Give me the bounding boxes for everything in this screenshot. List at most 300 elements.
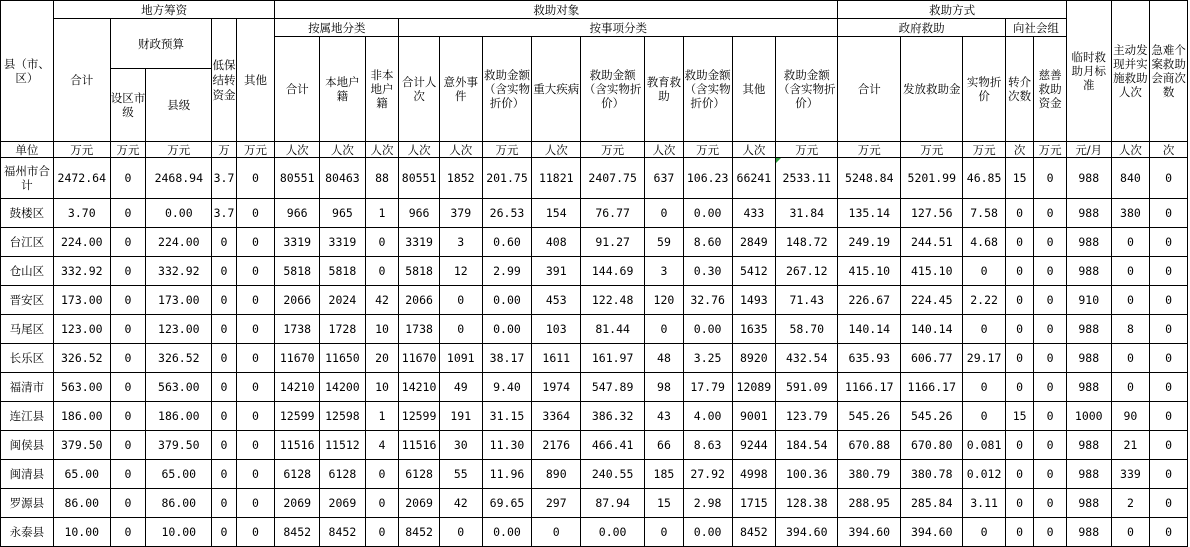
data-cell: 10 <box>365 315 399 344</box>
header-local-hh: 本地户籍 <box>320 37 366 142</box>
data-cell: 186.00 <box>146 402 212 431</box>
data-cell: 173.00 <box>146 286 212 315</box>
data-cell: 966 <box>399 199 440 228</box>
data-cell: 0 <box>1111 344 1150 373</box>
data-cell: 3.70 <box>53 199 110 228</box>
table-row <box>1 373 1188 402</box>
data-cell: 88 <box>365 158 399 199</box>
data-cell: 3.25 <box>683 344 732 373</box>
data-cell: 1738 <box>275 315 320 344</box>
data-cell: 249.19 <box>838 228 901 257</box>
data-cell: 988 <box>1066 489 1111 518</box>
data-cell: 3.7 <box>212 158 236 199</box>
data-cell: 2407.75 <box>581 158 645 199</box>
data-cell: 0 <box>1005 489 1033 518</box>
data-cell: 0 <box>1150 460 1188 489</box>
data-cell: 2 <box>1111 489 1150 518</box>
data-cell: 0 <box>365 489 399 518</box>
unit-cell: 万元 <box>683 142 732 158</box>
data-cell: 285.84 <box>901 489 963 518</box>
data-cell: 8.63 <box>683 431 732 460</box>
data-cell: 0 <box>1005 431 1033 460</box>
data-cell: 0 <box>110 257 146 286</box>
data-cell: 66 <box>645 431 684 460</box>
unit-cell: 人次 <box>399 142 440 158</box>
data-cell: 0 <box>110 489 146 518</box>
data-cell: 432.54 <box>776 344 838 373</box>
data-cell: 8.60 <box>683 228 732 257</box>
unit-cell: 人次 <box>320 142 366 158</box>
data-cell: 3.7 <box>212 199 236 228</box>
unit-cell: 人次 <box>439 142 482 158</box>
data-cell: 86.00 <box>146 489 212 518</box>
data-cell: 0 <box>212 431 236 460</box>
row-name: 闽清县 <box>1 460 54 489</box>
row-name: 晋安区 <box>1 286 54 315</box>
data-cell: 5201.99 <box>901 158 963 199</box>
data-cell: 5818 <box>399 257 440 286</box>
header-city-level: 设区市级 <box>110 69 146 142</box>
row-name: 永泰县 <box>1 518 54 547</box>
data-cell: 0 <box>1150 286 1188 315</box>
data-cell: 244.51 <box>901 228 963 257</box>
unit-cell: 次 <box>1150 142 1188 158</box>
data-cell: 408 <box>532 228 581 257</box>
data-cell: 11670 <box>399 344 440 373</box>
data-cell: 0 <box>1034 402 1067 431</box>
data-cell: 11.96 <box>482 460 532 489</box>
data-cell: 1493 <box>732 286 776 315</box>
data-cell: 106.23 <box>683 158 732 199</box>
data-cell: 5248.84 <box>838 158 901 199</box>
data-cell: 8452 <box>275 518 320 547</box>
data-cell: 12599 <box>275 402 320 431</box>
data-cell: 154 <box>532 199 581 228</box>
header-budget: 财政预算 <box>110 19 212 69</box>
data-cell: 0 <box>963 518 1006 547</box>
header-county: 县（市、区） <box>1 1 54 142</box>
data-cell: 394.60 <box>838 518 901 547</box>
data-cell: 380.78 <box>901 460 963 489</box>
data-cell: 4998 <box>732 460 776 489</box>
data-cell: 4 <box>365 431 399 460</box>
unit-cell: 万元 <box>776 142 838 158</box>
data-cell: 144.69 <box>581 257 645 286</box>
unit-cell: 万元 <box>838 142 901 158</box>
data-cell: 120 <box>645 286 684 315</box>
data-cell: 0 <box>236 257 275 286</box>
header-inkind: 实物折价 <box>963 37 1006 142</box>
row-name: 马尾区 <box>1 315 54 344</box>
data-cell: 2066 <box>399 286 440 315</box>
data-cell: 453 <box>532 286 581 315</box>
data-cell: 890 <box>532 460 581 489</box>
data-cell: 4.00 <box>683 402 732 431</box>
data-cell: 2.98 <box>683 489 732 518</box>
data-cell: 0 <box>1111 228 1150 257</box>
data-cell: 26.53 <box>482 199 532 228</box>
data-cell: 186.00 <box>53 402 110 431</box>
header-aid-amount-4: 救助金额（含实物折价） <box>776 37 838 142</box>
data-cell: 0 <box>1111 518 1150 547</box>
data-cell: 49 <box>439 373 482 402</box>
data-cell: 379 <box>439 199 482 228</box>
data-cell: 69.65 <box>482 489 532 518</box>
data-cell: 0 <box>1150 373 1188 402</box>
header-row-2 <box>1 19 1188 37</box>
header-illness: 重大疾病 <box>532 37 581 142</box>
data-cell: 0 <box>1034 344 1067 373</box>
data-cell: 0 <box>1034 286 1067 315</box>
data-cell: 9.40 <box>482 373 532 402</box>
data-cell: 3319 <box>275 228 320 257</box>
data-cell: 15 <box>1005 158 1033 199</box>
data-cell: 670.88 <box>838 431 901 460</box>
data-cell: 0 <box>110 315 146 344</box>
data-cell: 988 <box>1066 431 1111 460</box>
data-cell: 128.38 <box>776 489 838 518</box>
data-cell: 0 <box>110 373 146 402</box>
header-item-other: 其他 <box>732 37 776 142</box>
row-name: 罗源县 <box>1 489 54 518</box>
data-cell: 0.00 <box>482 315 532 344</box>
data-cell: 5412 <box>732 257 776 286</box>
data-cell: 2472.64 <box>53 158 110 199</box>
data-cell: 48 <box>645 344 684 373</box>
unit-cell: 人次 <box>532 142 581 158</box>
row-name: 鼓楼区 <box>1 199 54 228</box>
data-cell: 545.26 <box>901 402 963 431</box>
data-cell: 0 <box>1150 431 1188 460</box>
data-cell: 0 <box>236 315 275 344</box>
data-cell: 267.12 <box>776 257 838 286</box>
data-cell: 32.76 <box>683 286 732 315</box>
data-cell: 46.85 <box>963 158 1006 199</box>
data-cell: 0 <box>212 228 236 257</box>
header-row-1 <box>1 1 1188 19</box>
row-name: 福清市 <box>1 373 54 402</box>
data-cell: 5818 <box>320 257 366 286</box>
data-cell: 2069 <box>275 489 320 518</box>
data-cell: 332.92 <box>146 257 212 286</box>
data-cell: 0.00 <box>581 518 645 547</box>
data-cell: 0 <box>439 518 482 547</box>
unit-cell: 万元 <box>146 142 212 158</box>
row-name: 台江区 <box>1 228 54 257</box>
unit-cell: 万元 <box>901 142 963 158</box>
data-cell: 0 <box>110 158 146 199</box>
data-cell: 1728 <box>320 315 366 344</box>
data-cell: 100.36 <box>776 460 838 489</box>
data-cell: 0 <box>236 228 275 257</box>
table-row <box>1 228 1188 257</box>
row-name: 福州市合计 <box>1 158 54 199</box>
data-cell: 8452 <box>732 518 776 547</box>
data-cell: 140.14 <box>838 315 901 344</box>
data-cell: 65.00 <box>53 460 110 489</box>
data-cell: 0 <box>1150 315 1188 344</box>
data-cell: 86.00 <box>53 489 110 518</box>
data-cell: 0 <box>236 489 275 518</box>
data-cell: 3319 <box>320 228 366 257</box>
data-cell: 0 <box>1034 431 1067 460</box>
header-emergency: 急难个案救助会商次数 <box>1150 1 1188 142</box>
unit-cell: 人次 <box>1111 142 1150 158</box>
header-funds-other: 其他 <box>236 19 275 142</box>
unit-cell: 万元 <box>482 142 532 158</box>
data-cell: 0 <box>236 344 275 373</box>
data-cell: 123.00 <box>146 315 212 344</box>
data-cell: 988 <box>1066 460 1111 489</box>
table-row <box>1 460 1188 489</box>
header-charity: 慈善救助资金 <box>1034 37 1067 142</box>
data-cell: 988 <box>1066 158 1111 199</box>
table-row <box>1 257 1188 286</box>
data-cell: 0 <box>212 344 236 373</box>
data-cell: 148.72 <box>776 228 838 257</box>
data-cell: 2024 <box>320 286 366 315</box>
data-cell: 66241 <box>732 158 776 199</box>
data-cell: 0 <box>110 286 146 315</box>
data-cell: 910 <box>1066 286 1111 315</box>
data-cell: 2.22 <box>963 286 1006 315</box>
data-cell: 184.54 <box>776 431 838 460</box>
data-cell: 0 <box>212 489 236 518</box>
data-cell: 988 <box>1066 344 1111 373</box>
data-cell: 380.79 <box>838 460 901 489</box>
header-residence-total: 合计 <box>275 37 320 142</box>
header-by-item: 按事项分类 <box>399 19 838 37</box>
data-cell: 433 <box>732 199 776 228</box>
data-cell: 42 <box>439 489 482 518</box>
data-cell: 635.93 <box>838 344 901 373</box>
data-cell: 14210 <box>275 373 320 402</box>
header-social: 向社会组 <box>1005 19 1066 37</box>
data-cell: 988 <box>1066 199 1111 228</box>
data-cell: 1974 <box>532 373 581 402</box>
data-cell: 0.00 <box>482 518 532 547</box>
data-cell: 11516 <box>399 431 440 460</box>
data-cell: 339 <box>1111 460 1150 489</box>
data-cell: 0 <box>963 402 1006 431</box>
data-cell: 11512 <box>320 431 366 460</box>
data-cell: 0 <box>532 518 581 547</box>
data-cell: 0 <box>1150 158 1188 199</box>
data-cell: 0 <box>1150 518 1188 547</box>
data-cell: 415.10 <box>901 257 963 286</box>
table-row <box>1 344 1188 373</box>
data-cell: 8 <box>1111 315 1150 344</box>
data-cell: 0 <box>212 460 236 489</box>
data-cell: 0 <box>1005 228 1033 257</box>
data-cell: 988 <box>1066 257 1111 286</box>
data-cell: 0 <box>1150 228 1188 257</box>
data-cell: 42 <box>365 286 399 315</box>
data-cell: 8452 <box>320 518 366 547</box>
unit-cell: 万 <box>212 142 236 158</box>
data-cell: 0 <box>1034 460 1067 489</box>
data-cell: 38.17 <box>482 344 532 373</box>
data-cell: 29.17 <box>963 344 1006 373</box>
header-aid-amount-2: 救助金额（含实物折价） <box>581 37 645 142</box>
unit-cell: 万元 <box>581 142 645 158</box>
units-row <box>1 142 1188 158</box>
data-cell: 606.77 <box>901 344 963 373</box>
header-by-residence: 按属地分类 <box>275 19 399 37</box>
unit-cell: 万元 <box>963 142 1006 158</box>
data-cell: 0 <box>365 257 399 286</box>
header-local-funds: 地方筹资 <box>53 1 275 19</box>
data-cell: 0.00 <box>146 199 212 228</box>
data-cell: 326.52 <box>146 344 212 373</box>
data-cell: 11.30 <box>482 431 532 460</box>
data-cell: 0 <box>236 518 275 547</box>
data-cell: 12 <box>439 257 482 286</box>
data-cell: 966 <box>275 199 320 228</box>
data-cell: 0 <box>110 344 146 373</box>
data-cell: 21 <box>1111 431 1150 460</box>
unit-cell: 次 <box>1005 142 1033 158</box>
data-cell: 545.26 <box>838 402 901 431</box>
data-cell: 415.10 <box>838 257 901 286</box>
data-cell: 0.012 <box>963 460 1006 489</box>
data-cell: 1 <box>365 402 399 431</box>
header-accident: 意外事件 <box>439 37 482 142</box>
data-cell: 58.70 <box>776 315 838 344</box>
data-cell: 80463 <box>320 158 366 199</box>
data-cell: 17.79 <box>683 373 732 402</box>
table-row <box>1 286 1188 315</box>
data-cell: 0 <box>236 460 275 489</box>
data-cell: 6128 <box>320 460 366 489</box>
data-cell: 466.41 <box>581 431 645 460</box>
data-cell: 988 <box>1066 518 1111 547</box>
data-cell: 31.15 <box>482 402 532 431</box>
data-cell: 8452 <box>399 518 440 547</box>
data-cell: 0 <box>1005 344 1033 373</box>
data-cell: 988 <box>1066 228 1111 257</box>
data-cell: 2.99 <box>482 257 532 286</box>
row-name: 长乐区 <box>1 344 54 373</box>
cell-comment-marker <box>776 158 781 163</box>
data-cell: 3.11 <box>963 489 1006 518</box>
data-cell: 185 <box>645 460 684 489</box>
data-cell: 12599 <box>399 402 440 431</box>
data-cell: 12598 <box>320 402 366 431</box>
data-cell: 90 <box>1111 402 1150 431</box>
data-cell: 7.58 <box>963 199 1006 228</box>
data-cell: 0 <box>1034 489 1067 518</box>
unit-cell: 人次 <box>365 142 399 158</box>
data-cell: 80551 <box>399 158 440 199</box>
data-cell: 391 <box>532 257 581 286</box>
data-cell: 224.00 <box>53 228 110 257</box>
data-cell: 965 <box>320 199 366 228</box>
header-edu: 教育救助 <box>645 37 684 142</box>
data-cell: 0 <box>1005 286 1033 315</box>
data-cell: 0 <box>1005 518 1033 547</box>
data-cell: 98 <box>645 373 684 402</box>
data-cell: 0 <box>1005 460 1033 489</box>
header-targets: 救助对象 <box>275 1 838 19</box>
data-cell: 670.80 <box>901 431 963 460</box>
data-cell: 0.00 <box>683 315 732 344</box>
data-cell: 0 <box>1034 199 1067 228</box>
data-cell: 0 <box>1034 315 1067 344</box>
data-cell: 0.60 <box>482 228 532 257</box>
data-cell: 0 <box>963 373 1006 402</box>
table-row <box>1 518 1188 547</box>
data-cell <box>776 158 838 199</box>
data-cell: 91.27 <box>581 228 645 257</box>
data-cell: 0 <box>212 315 236 344</box>
data-cell: 0 <box>1111 286 1150 315</box>
data-cell: 1091 <box>439 344 482 373</box>
data-cell: 0.081 <box>963 431 1006 460</box>
data-cell: 0 <box>236 286 275 315</box>
data-cell: 563.00 <box>53 373 110 402</box>
row-name: 闽侯县 <box>1 431 54 460</box>
data-cell: 379.50 <box>146 431 212 460</box>
data-cell: 0 <box>212 286 236 315</box>
data-cell: 0 <box>645 199 684 228</box>
data-cell: 81.44 <box>581 315 645 344</box>
data-cell: 0 <box>236 158 275 199</box>
data-cell: 76.77 <box>581 199 645 228</box>
table-row <box>1 315 1188 344</box>
data-cell: 0 <box>1150 199 1188 228</box>
data-cell: 297 <box>532 489 581 518</box>
data-cell: 224.00 <box>146 228 212 257</box>
data-cell: 161.97 <box>581 344 645 373</box>
header-proactive: 主动发现并实施救助人次 <box>1111 1 1150 142</box>
data-cell: 226.67 <box>838 286 901 315</box>
data-cell: 1166.17 <box>838 373 901 402</box>
data-cell: 988 <box>1066 373 1111 402</box>
data-cell: 103 <box>532 315 581 344</box>
data-cell: 30 <box>439 431 482 460</box>
header-gov-aid: 政府救助 <box>838 19 1006 37</box>
row-name: 连江县 <box>1 402 54 431</box>
data-cell: 1166.17 <box>901 373 963 402</box>
unit-cell: 人次 <box>732 142 776 158</box>
data-cell: 71.43 <box>776 286 838 315</box>
data-cell: 0 <box>110 228 146 257</box>
data-cell: 0 <box>1005 257 1033 286</box>
data-cell: 80551 <box>275 158 320 199</box>
data-cell: 3 <box>439 228 482 257</box>
data-cell: 10.00 <box>53 518 110 547</box>
unit-cell: 人次 <box>645 142 684 158</box>
data-cell: 0 <box>1005 315 1033 344</box>
unit-cell: 人次 <box>275 142 320 158</box>
data-cell: 0 <box>236 431 275 460</box>
unit-cell: 万元 <box>53 142 110 158</box>
header-cash: 发放救助金 <box>901 37 963 142</box>
data-cell: 1738 <box>399 315 440 344</box>
data-cell: 0.00 <box>482 286 532 315</box>
data-cell: 27.92 <box>683 460 732 489</box>
data-cell: 0 <box>212 373 236 402</box>
data-cell: 1852 <box>439 158 482 199</box>
data-cell: 0 <box>236 373 275 402</box>
data-cell: 0.00 <box>683 199 732 228</box>
data-cell: 0 <box>1150 344 1188 373</box>
unit-cell: 元/月 <box>1066 142 1111 158</box>
data-cell: 1715 <box>732 489 776 518</box>
row-name: 仓山区 <box>1 257 54 286</box>
data-cell: 135.14 <box>838 199 901 228</box>
